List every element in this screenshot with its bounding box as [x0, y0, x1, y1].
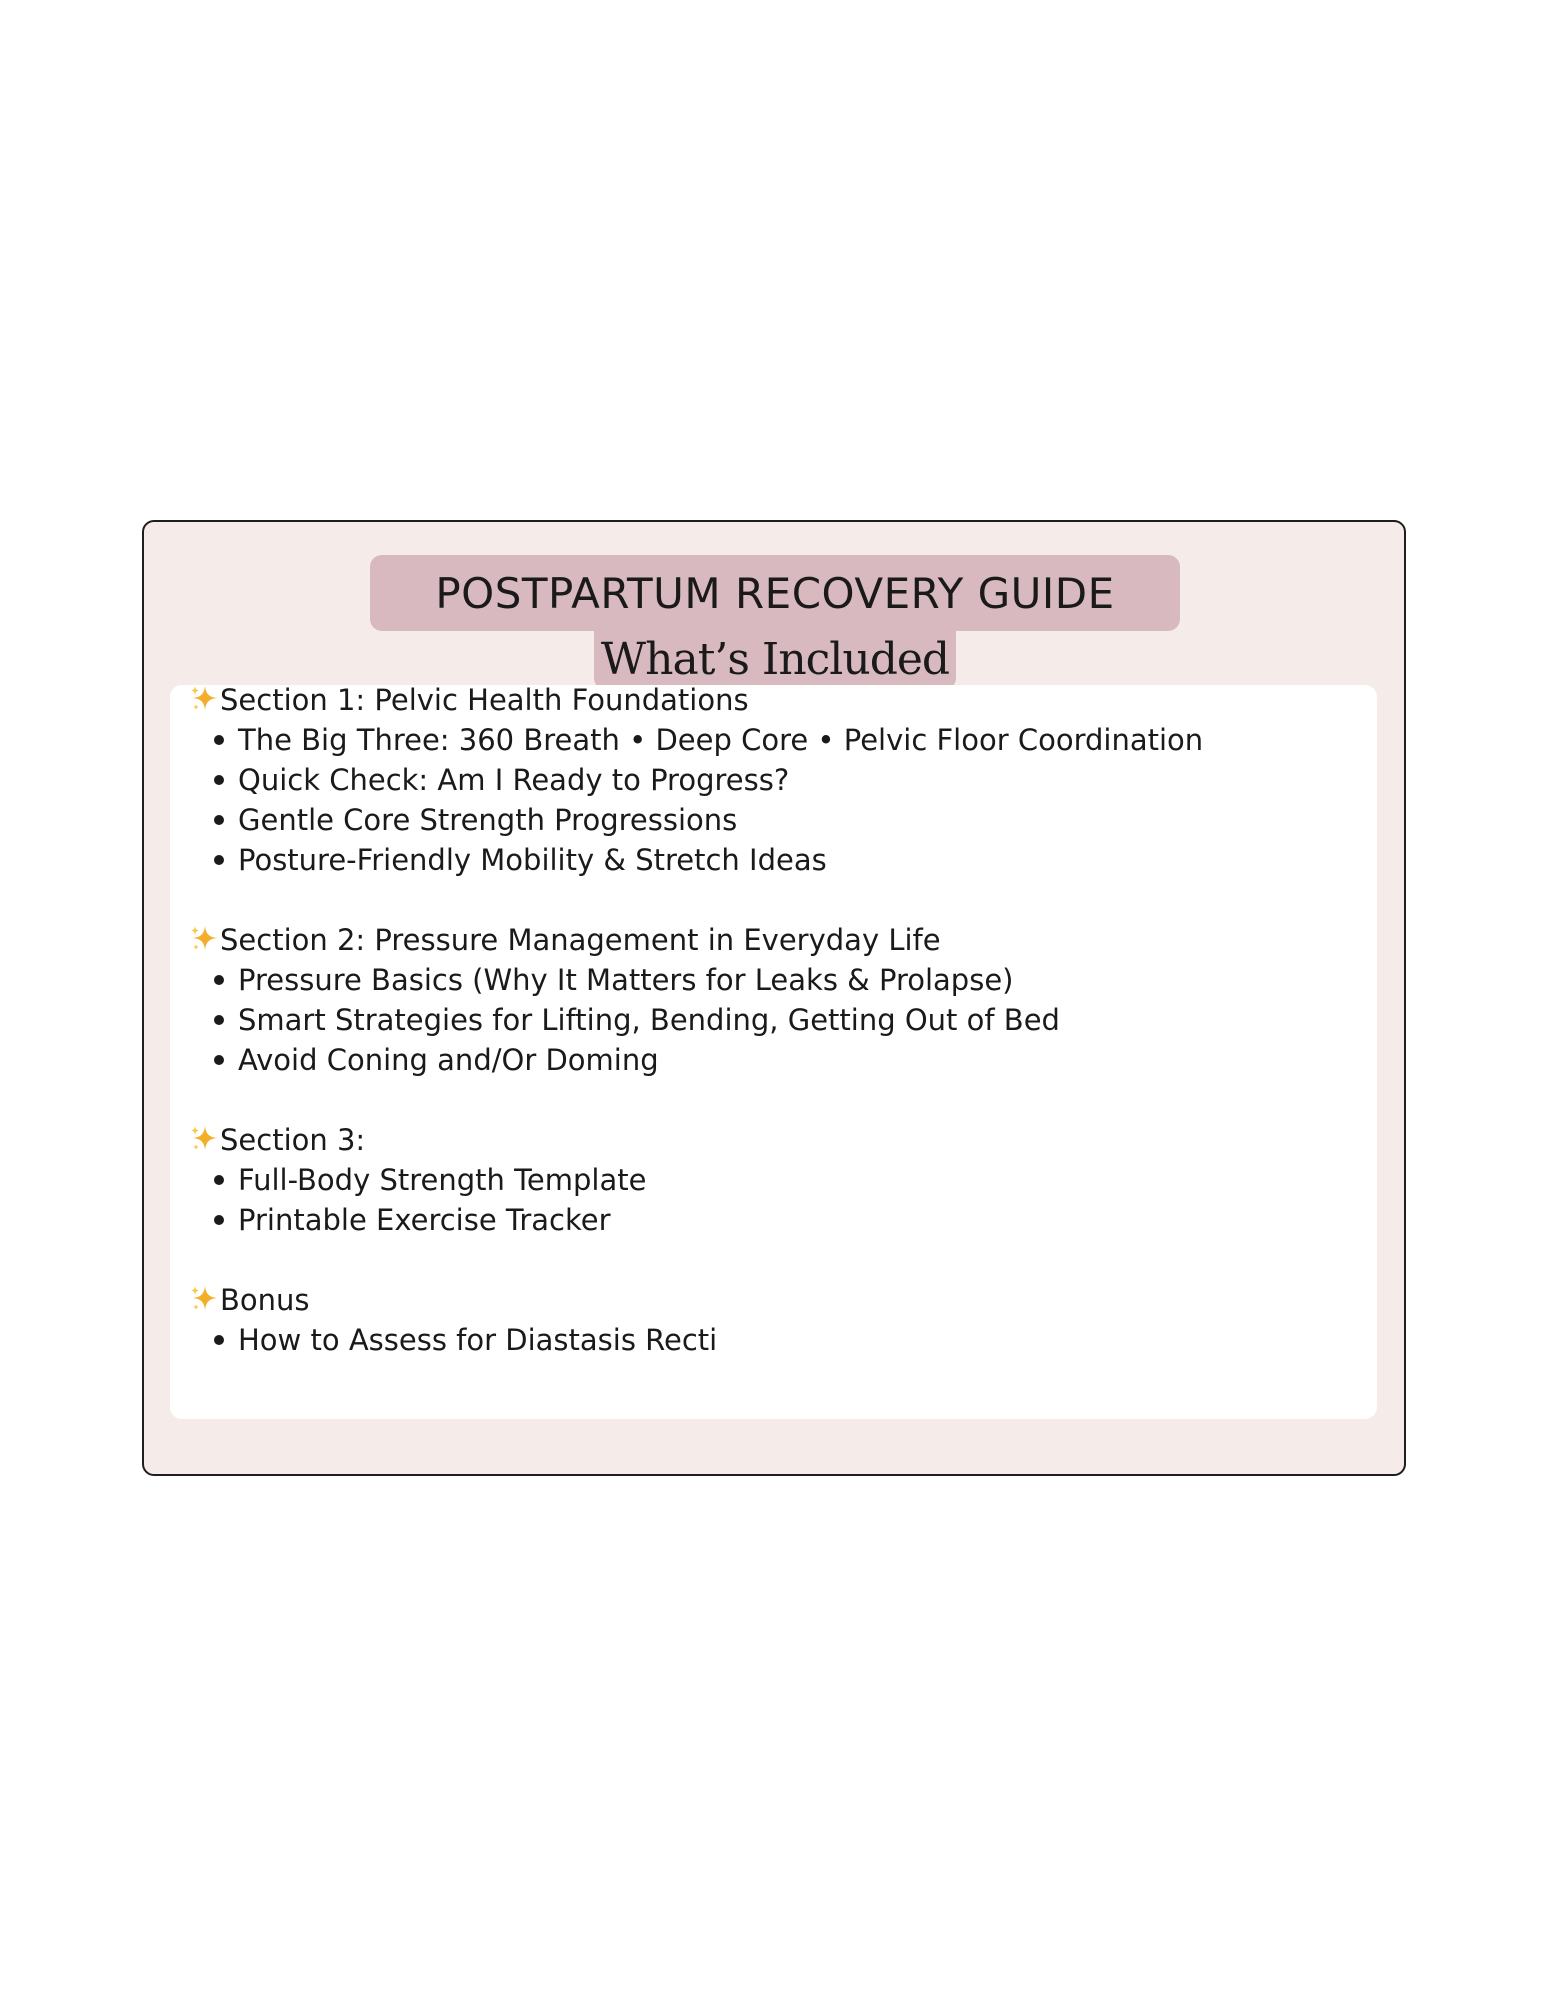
list-item	[214, 1040, 659, 1080]
list-item-text: Printable Exercise Tracker	[238, 1203, 611, 1237]
list-item-text: Avoid Coning and/Or Doming	[238, 1043, 659, 1077]
section-heading	[188, 1280, 310, 1320]
section-heading	[188, 680, 749, 720]
bullet-icon	[214, 775, 224, 785]
bullet-icon	[214, 1335, 224, 1345]
guide-title: POSTPARTUM RECOVERY GUIDE	[370, 555, 1180, 631]
list-item-text: Gentle Core Strength Progressions	[238, 803, 738, 837]
sparkles-icon	[188, 683, 220, 715]
bullet-icon	[214, 815, 224, 825]
list-item-text: The Big Three: 360 Breath • Deep Core • Pelvic Floor Coordination	[238, 723, 1204, 757]
section-heading-text: Section 1: Pelvic Health Foundations	[220, 683, 749, 717]
list-item	[214, 840, 827, 880]
section-heading	[188, 920, 941, 960]
sparkles-icon	[188, 923, 220, 955]
bullet-icon	[214, 1215, 224, 1225]
section-heading	[188, 1120, 365, 1160]
section-heading-text: Section 3:	[220, 1123, 366, 1157]
bullet-icon	[214, 735, 224, 745]
section-heading-text: Bonus	[220, 1283, 310, 1317]
list-item	[214, 960, 1013, 1000]
list-item	[214, 800, 737, 840]
list-item	[214, 1160, 646, 1200]
section-heading-text: Section 2: Pressure Management in Everyday Life	[220, 923, 941, 957]
list-item	[214, 760, 789, 800]
bullet-icon	[214, 1015, 224, 1025]
bullet-icon	[214, 975, 224, 985]
list-item-text: Smart Strategies for Lifting, Bending, Getting Out of Bed	[238, 1003, 1060, 1037]
list-item-text: Posture-Friendly Mobility & Stretch Ideas	[238, 843, 827, 877]
list-item	[214, 1320, 717, 1360]
list-item-text: Quick Check: Am I Ready to Progress?	[238, 763, 790, 797]
list-item-text: Full-Body Strength Template	[238, 1163, 647, 1197]
bullet-icon	[214, 855, 224, 865]
list-item	[214, 720, 1203, 760]
bullet-icon	[214, 1055, 224, 1065]
guide-subtitle: What’s Included	[594, 628, 956, 690]
bullet-icon	[214, 1175, 224, 1185]
list-item-text: Pressure Basics (Why It Matters for Leaks & Prolapse)	[238, 963, 1014, 997]
sparkles-icon	[188, 1283, 220, 1315]
list-item	[214, 1200, 611, 1240]
list-item-text: How to Assess for Diastasis Recti	[238, 1323, 718, 1357]
list-item	[214, 1000, 1060, 1040]
sparkles-icon	[188, 1123, 220, 1155]
